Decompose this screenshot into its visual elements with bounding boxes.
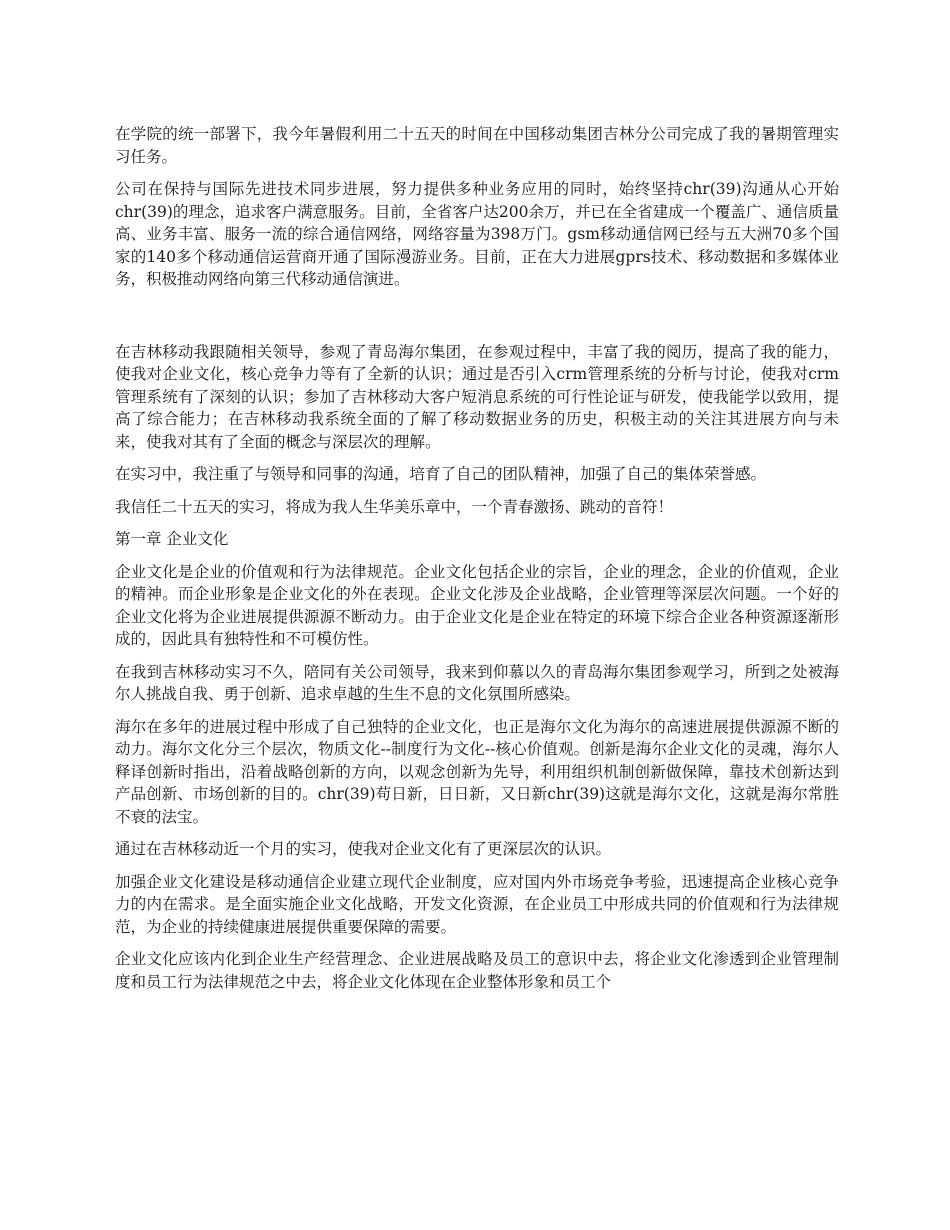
document-page — [115, 123, 839, 1003]
paragraph-spacer — [115, 301, 839, 341]
chapter-heading: 第一章 企业文化 — [115, 530, 229, 548]
paragraph-company-overview: 公司在保持与国际先进技术同步进展，努力提供多种业务应用的同时，始终坚持chr(39)沟通从心开始chr(39)的理念，追求客户满意服务。目前，全省客户达200余万，并已在全省建成一个覆盖广、通信质量高、业务丰富、服务一流的综合通信网络，网络容量为398万门。gsm移动通信网已经与五大洲70多个国家的140多个移动通信运营商开通了国际漫游业务。目前，正在大力进展gprs技术、移动数据和多媒体业务，积极推动网络向第三代移动通信演进。 — [115, 180, 839, 288]
paragraph-culture-building: 加强企业文化建设是移动通信企业建立现代企业制度，应对国内外市场竞争考验，迅速提高企业核心竞争力的内在需求。是全面实施企业文化战略，开发文化资源，在企业员工中形成共同的价值观和行为法律规范，为企业的持续健康进展提供重要保障的需要。 — [115, 872, 839, 936]
paragraph-haier-culture: 海尔在多年的进展过程中形成了自己独特的企业文化，也正是海尔文化为海尔的高速进展提供源源不断的动力。海尔文化分三个层次，物质文化--制度行为文化--核心价值观。创新是海尔企业文化的灵魂，海尔人释译创新时指出，沿着战略创新的方向，以观念创新为先导，利用组织机制创新做保障，靠技术创新达到产品创新、市场创新的目的。chr(39)苟日新，日日新，又日新chr(39)这就是海尔文化，这就是海尔常胜不衰的法宝。 — [115, 717, 839, 826]
paragraph-culture-definition: 企业文化是企业的价值观和行为法律规范。企业文化包括企业的宗旨，企业的理念，企业的价值观，企业的精神。而企业形象是企业文化的外在表现。企业文化涉及企业战略，企业管理等深层次问题。一个好的企业文化将为企业进展提供源源不断动力。由于企业文化是企业在特定的环境下综合企业各种资源逐渐形成的，因此具有独特性和不可模仿性。 — [115, 562, 839, 648]
paragraph-intro: 在学院的统一部署下，我今年暑假利用二十五天的时间在中国移动集团吉林分公司完成了我的暑期管理实习任务。 — [115, 125, 839, 166]
paragraph-culture-internalization: 企业文化应该内化到企业生产经营理念、企业进展战略及员工的意识中去，将企业文化渗透到企业管理制度和员工行为法律规范之中去，将企业文化体现在企业整体形象和员工个 — [115, 950, 839, 991]
paragraph-internship-activities: 在吉林移动我跟随相关领导，参观了青岛海尔集团，在参观过程中，丰富了我的阅历，提高了我的能力，使我对企业文化，核心竞争力等有了全新的认识；通过是否引入crm管理系统的分析与讨论，使我对crm管理系统有了深刻的认识；参加了吉林移动大客户短消息系统的可行性论证与研发，使我能学以致用，提高了综合能力；在吉林移动我系统全面的了解了移动数据业务的历史，积极主动的关注其进展方向与未来，使我对其有了全面的概念与深层次的理解。 — [115, 342, 839, 451]
paragraph-conclusion-note: 我信任二十五天的实习，将成为我人生华美乐章中，一个青春激扬、跳动的音符！ — [115, 497, 674, 516]
paragraph-understanding: 通过在吉林移动近一个月的实习，使我对企业文化有了更深层次的认识。 — [115, 840, 612, 858]
paragraph-haier-visit: 在我到吉林移动实习不久，陪同有关公司领导，我来到仰慕以久的青岛海尔集团参观学习，所到之处被海尔人挑战自我、勇于创新、追求卓越的生生不息的文化氛围所感染。 — [115, 662, 839, 703]
paragraph-teamwork: 在实习中，我注重了与领导和同事的沟通，培育了自己的团队精神，加强了自己的集体荣誉感。 — [115, 465, 767, 483]
